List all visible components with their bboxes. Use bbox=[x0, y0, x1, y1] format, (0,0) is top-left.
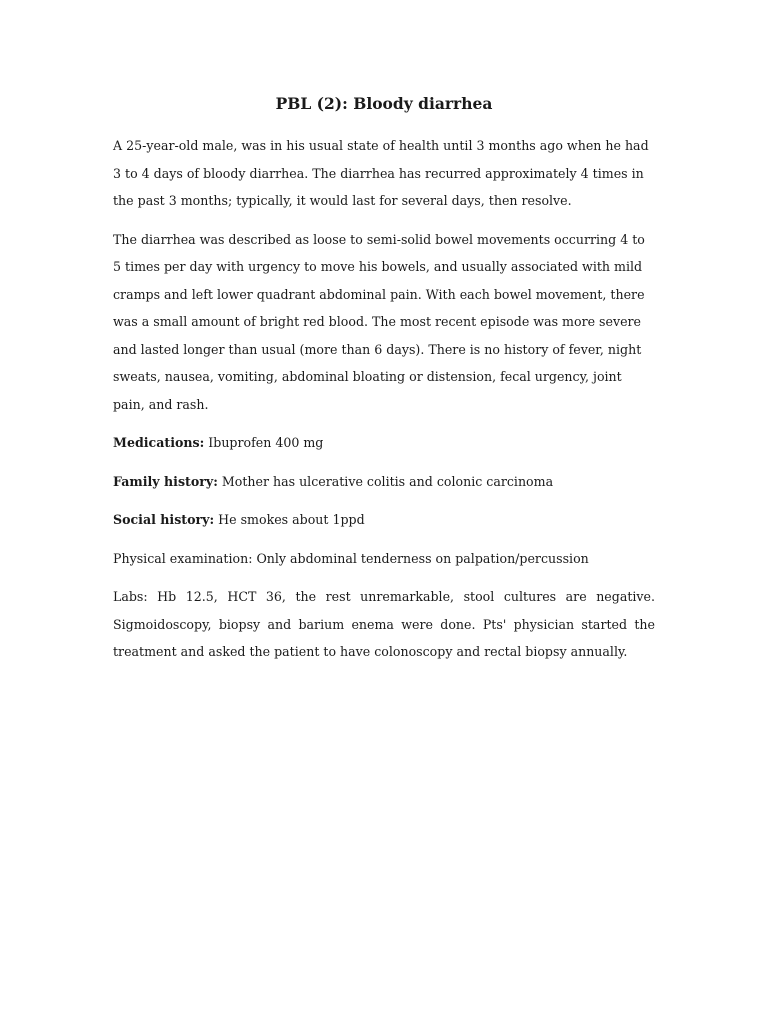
symptoms-paragraph: The diarrhea was described as loose to semi-solid bowel movements occurring 4 to 5 times per day with urgency to move his bowels, and usually associated with mild cramps and left lower quadrant abdominal pain. With each bowel movement, there was a small amount of bright red blood. The most recent episode was more severe and lasted longer than usual (more than 6 days). There is no history of fever, night sweats, nausea, vomiting, abdominal bloating or distension, fecal urgency, joint pain, and rash. bbox=[113, 231, 645, 412]
medications-line bbox=[113, 429, 655, 457]
social-history-line bbox=[113, 506, 655, 534]
family-history-label: Family history: bbox=[113, 473, 218, 489]
family-history-value: Mother has ulcerative colitis and colonic carcinoma bbox=[217, 473, 554, 489]
social-history-label: Social history: bbox=[113, 512, 215, 527]
document-title: PBL (2): Bloody diarrhea bbox=[275, 94, 493, 113]
medications-value: Ibuprofen 400 mg bbox=[204, 435, 324, 450]
physical-exam-line: Physical examination: Only abdominal tenderness on palpation/percussion bbox=[113, 550, 589, 566]
social-history-value: He smokes about 1ppd bbox=[214, 512, 365, 527]
labs-paragraph: Labs: Hb 12.5, HCT 36, the rest unremarkable, stool cultures are negative. Sigmoidoscopy, biopsy and barium enema were done. Pts' physician started the treatment and asked the patient to have colonoscopy and rectal biopsy annually. bbox=[113, 589, 655, 659]
family-history-line bbox=[113, 468, 655, 496]
history-paragraph: A 25-year-old male, was in his usual state of health until 3 months ago when he had 3 to 4 days of bloody diarrhea. The diarrhea has recurred approximately 4 times in the past 3 months; typically, it would last for several days, then resolve. bbox=[113, 138, 649, 208]
document-page bbox=[113, 92, 655, 677]
medications-label: Medications: bbox=[113, 435, 205, 450]
